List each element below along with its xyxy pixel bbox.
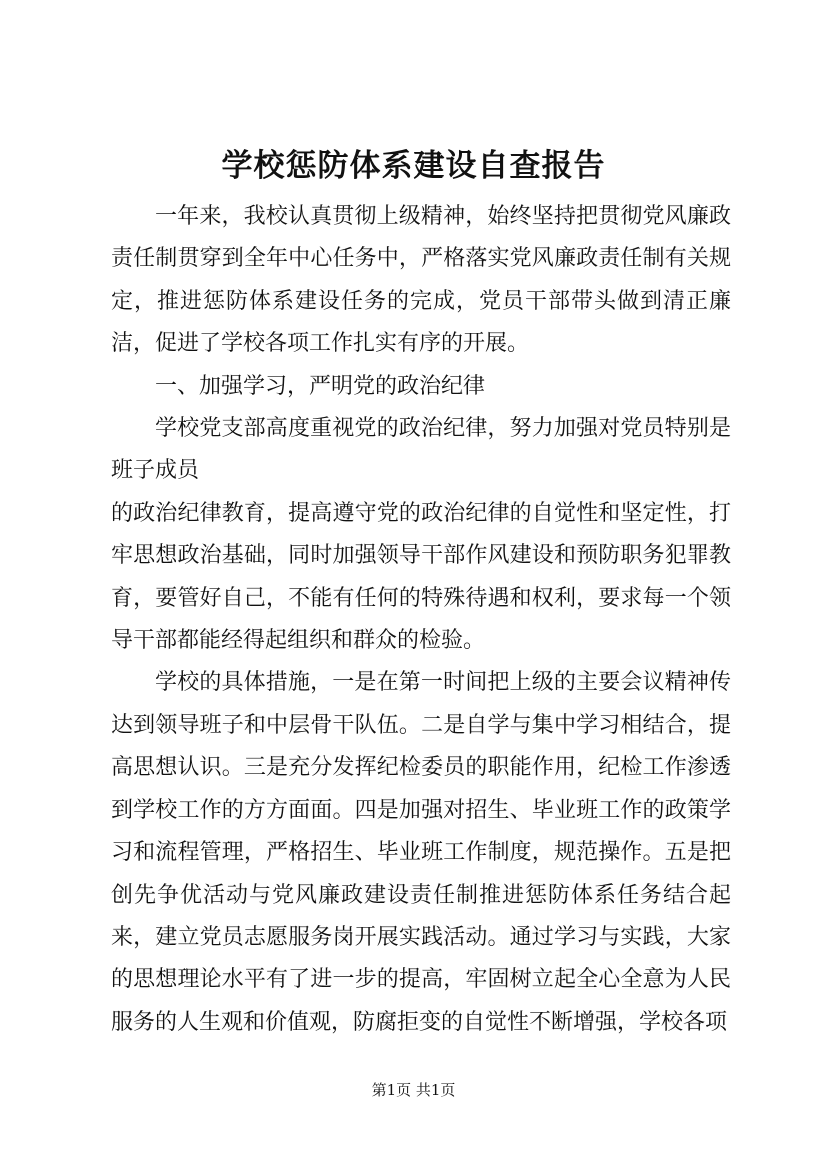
paragraph-measures: 学校的具体措施，一是在第一时间把上级的主要会议精神传达到领导班子和中层骨干队伍。二是自学与集中学习相结合，提高思想认识。三是充分发挥纪检委员的职能作用，纪检工作渗透到学校工作的方方面面。四是加强对招生、毕业班工作的政策学习和流程管理，严格招生、毕业班工作制度，规范操作。五是把创先争优活动与党风廉政建设责任制推进惩防体系任务结合起来，建立党员志愿服务岗开展实践活动。通过学习与实践，大家的思想理论水平有了进一步的提高，牢固树立起全心全意为人民服务的人生观和价值观，防腐拒变的自觉性不断增强，学校各项: [111, 670, 731, 1035]
paragraph-intro: 一年来，我校认真贯彻上级精神，始终坚持把贯彻党风廉政责任制贯穿到全年中心任务中，严格落实党风廉政责任制有关规定，推进惩防体系建设任务的完成，党员干部带头做到清正廉洁，促进了学校各项工作扎实有序的开展。: [111, 204, 731, 357]
document-body: [111, 196, 731, 1044]
paragraph-discipline: 学校党支部高度重视党的政治纪律，努力加强对党员特别是班子成员: [111, 416, 731, 484]
page-footer: 第1页 共1页: [371, 1081, 456, 1099]
section-heading-1: 一、加强学习，严明党的政治纪律: [155, 373, 486, 399]
document-title: 学校惩防体系建设自查报告: [221, 148, 606, 184]
paragraph-discipline-continued: 的政治纪律教育，提高遵守党的政治纪律的自觉性和坚定性，打牢思想政治基础，同时加强领导干部作风建设和预防职务犯罪教育，要管好自己，不能有任何的特殊待遇和权利，要求每一个领导干部都能经得起组织和群众的检验。: [111, 500, 731, 654]
